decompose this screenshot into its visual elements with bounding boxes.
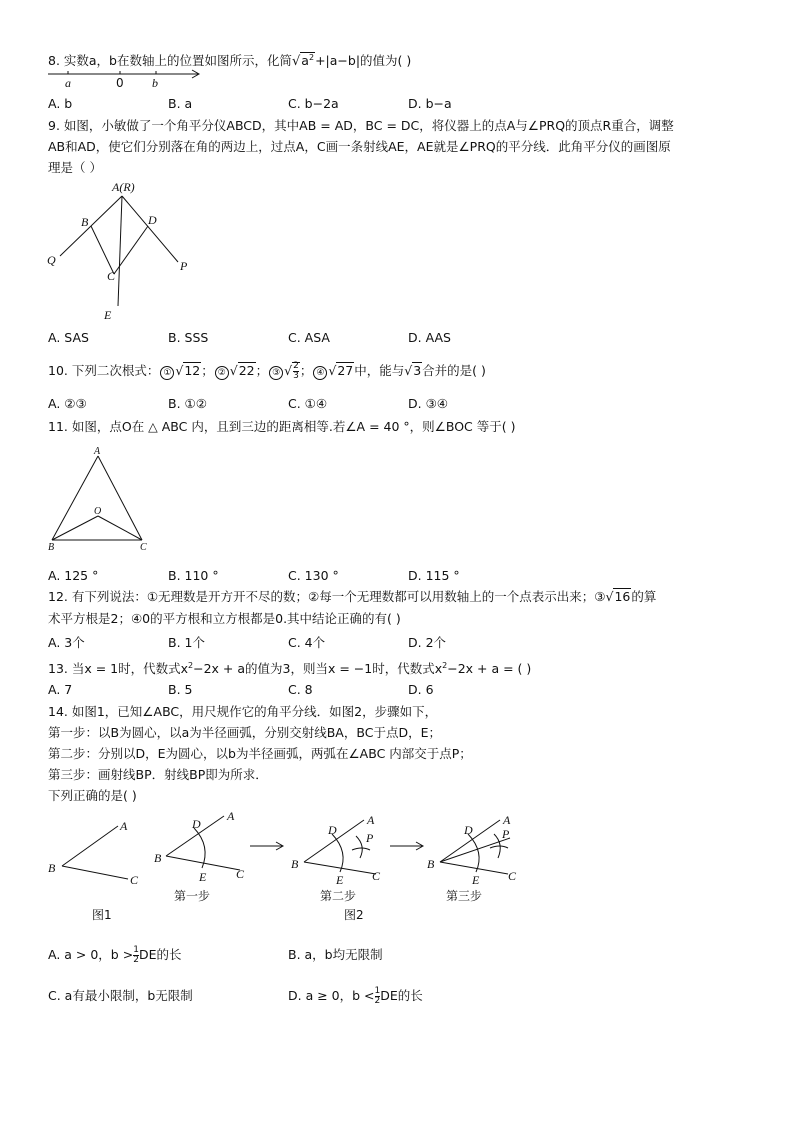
- step1-label-d: D: [192, 817, 201, 831]
- point-label-c: C: [107, 269, 116, 283]
- q11-stem: 11. 如图，点O在 △ ABC 内，且到三边的距离相等.若∠A = 40 °，则∠BOC 等于( ): [48, 419, 516, 434]
- arrow-2-icon: [390, 842, 423, 850]
- q8-number-line: [46, 66, 206, 90]
- q9-option-d[interactable]: D. AAS: [408, 330, 451, 345]
- step2-label-c: C: [372, 869, 381, 883]
- q14-line2: 第一步：以B为圆心，以a为半径画弧，分别交射线BA，BC于点D，E；: [48, 725, 441, 740]
- point-label-p: P: [180, 259, 188, 273]
- q9-option-a[interactable]: A. SAS: [48, 330, 89, 345]
- axis-label-b: b: [152, 76, 158, 90]
- step1-label-a: A: [227, 809, 235, 823]
- fig2-caption: 图2: [344, 908, 364, 922]
- point-label-e: E: [104, 308, 112, 322]
- fig1-label-b: B: [48, 861, 56, 875]
- step2-label-e: E: [336, 873, 344, 887]
- q9-option-b[interactable]: B. SSS: [168, 330, 209, 345]
- point-label-a: A: [94, 446, 101, 457]
- q12-line2: 术平方根是2；④0的平方根和立方根都是0.其中结论正确的有( ): [48, 611, 401, 626]
- step2-label-a: A: [367, 813, 375, 827]
- q8-option-a[interactable]: A. b: [48, 96, 73, 111]
- q10-option-c[interactable]: C. ①④: [288, 396, 328, 411]
- q14-line5: 下列正确的是( ): [48, 788, 137, 803]
- step3-label-d: D: [464, 823, 473, 837]
- q13-option-b[interactable]: B. 5: [168, 682, 193, 697]
- point-label-q: Q: [47, 253, 56, 267]
- q11-option-d[interactable]: D. 115 °: [408, 568, 460, 583]
- q13-stem: 13. 当x = 1时，代数式$x^2-2x + a$的值为3，则当x = −1时，代数式$x^2-2x + a$ = ( ): [48, 661, 532, 677]
- step2-label-p: P: [366, 831, 374, 845]
- q9-line2: AB和AD，使它们分别落在角的两边上，过点A，C画一条射线AE，AE就是∠PRQ的平分线．此角平分仪的画图原: [48, 139, 671, 154]
- step-2-figure: [291, 813, 381, 922]
- step2-caption: 第二步: [320, 889, 357, 903]
- q11-option-c[interactable]: C. 130 °: [288, 568, 339, 583]
- q8-option-b[interactable]: B. a: [168, 96, 193, 111]
- q12-option-a[interactable]: A. 3个: [48, 635, 85, 650]
- q14-option-a[interactable]: A. a > 0，b > $\frac{1}{2}$ DE的长: [48, 945, 182, 965]
- step1-caption: 第一步: [174, 889, 211, 903]
- step3-label-b: B: [427, 857, 435, 871]
- q13-option-d[interactable]: D. 6: [408, 682, 434, 697]
- q12-option-c[interactable]: C. 4个: [288, 635, 326, 650]
- q14-construction-figures: [44, 806, 534, 928]
- q11-triangle-figure: [44, 444, 164, 556]
- figure-1-angle: [48, 819, 139, 922]
- step-1-figure: [154, 809, 245, 903]
- axis-label-a: a: [65, 76, 71, 90]
- arrow-1-icon: [250, 842, 283, 850]
- step3-label-e: E: [472, 873, 480, 887]
- q10-option-d[interactable]: D. ③④: [408, 396, 448, 411]
- step2-label-b: B: [291, 857, 299, 871]
- q8-option-c[interactable]: C. b−2a: [288, 96, 339, 111]
- fig1-label-a: A: [120, 819, 128, 833]
- point-label-c: C: [140, 542, 147, 553]
- q14-line1: 14. 如图1，已知∠ABC，用尺规作它的角平分线．如图2，步骤如下，: [48, 704, 438, 719]
- q12-line1: 12. 有下列说法：①无理数是开方开不尽的数；②每一个无理数都可以用数轴上的一个点表示出来；③√16的算: [48, 589, 657, 604]
- point-label-d: D: [148, 213, 157, 227]
- q9-option-c[interactable]: C. ASA: [288, 330, 330, 345]
- q10-option-a[interactable]: A. ②③: [48, 396, 87, 411]
- point-label-b: B: [81, 215, 89, 229]
- q14-option-d[interactable]: D. a ≥ 0，b < $\frac{1}{2}$ DE的长: [288, 986, 423, 1006]
- step1-label-c: C: [236, 867, 245, 881]
- q13-option-a[interactable]: A. 7: [48, 682, 73, 697]
- q13-option-c[interactable]: C. 8: [288, 682, 313, 697]
- fig1-caption: 图1: [92, 908, 112, 922]
- step3-label-p: P: [502, 827, 510, 841]
- q14-option-c[interactable]: C. a有最小限制，b无限制: [48, 988, 193, 1003]
- q12-option-b[interactable]: B. 1个: [168, 635, 205, 650]
- q10-option-b[interactable]: B. ①②: [168, 396, 207, 411]
- step3-label-a: A: [503, 813, 511, 827]
- step3-caption: 第三步: [446, 889, 483, 903]
- q9-line1: 9. 如图，小敏做了一个角平分仪ABCD，其中AB = AD，BC = DC，将仪器上的点A与∠PRQ的顶点R重合，调整: [48, 118, 674, 133]
- q9-angle-bisector-figure: [44, 178, 204, 324]
- q8-stem: 8. 实数a，b在数轴上的位置如图所示，化简$√a^2+|a-b|$的值为( ): [48, 53, 412, 70]
- step2-label-d: D: [328, 823, 337, 837]
- step3-label-c: C: [508, 869, 517, 883]
- q14-option-b[interactable]: B. a，b均无限制: [288, 947, 383, 962]
- step1-label-b: B: [154, 851, 162, 865]
- fig1-label-c: C: [130, 873, 139, 887]
- axis-label-zero: 0: [116, 76, 124, 90]
- point-label-o: O: [94, 506, 102, 517]
- q9-line3: 理是（ ）: [48, 160, 102, 175]
- q8-option-d[interactable]: D. b−a: [408, 96, 452, 111]
- point-label-b: B: [48, 542, 55, 553]
- point-label-a: A(R): [112, 180, 135, 194]
- q11-option-a[interactable]: A. 125 °: [48, 568, 99, 583]
- q10-stem: 10. 下列二次根式： ① √12； ② √22； ③ √ $\frac{2}{3}$ ； ④ √27中，能与√3合并的是( ): [48, 361, 486, 381]
- q12-option-d[interactable]: D. 2个: [408, 635, 447, 650]
- q14-line3: 第二步：分别以D，E为圆心，以b为半径画弧，两弧在∠ABC 内部交于点P；: [48, 746, 472, 761]
- q11-option-b[interactable]: B. 110 °: [168, 568, 219, 583]
- step1-label-e: E: [199, 870, 207, 884]
- q14-line4: 第三步：画射线BP．射线BP即为所求．: [48, 767, 268, 782]
- step-3-figure: [427, 813, 517, 903]
